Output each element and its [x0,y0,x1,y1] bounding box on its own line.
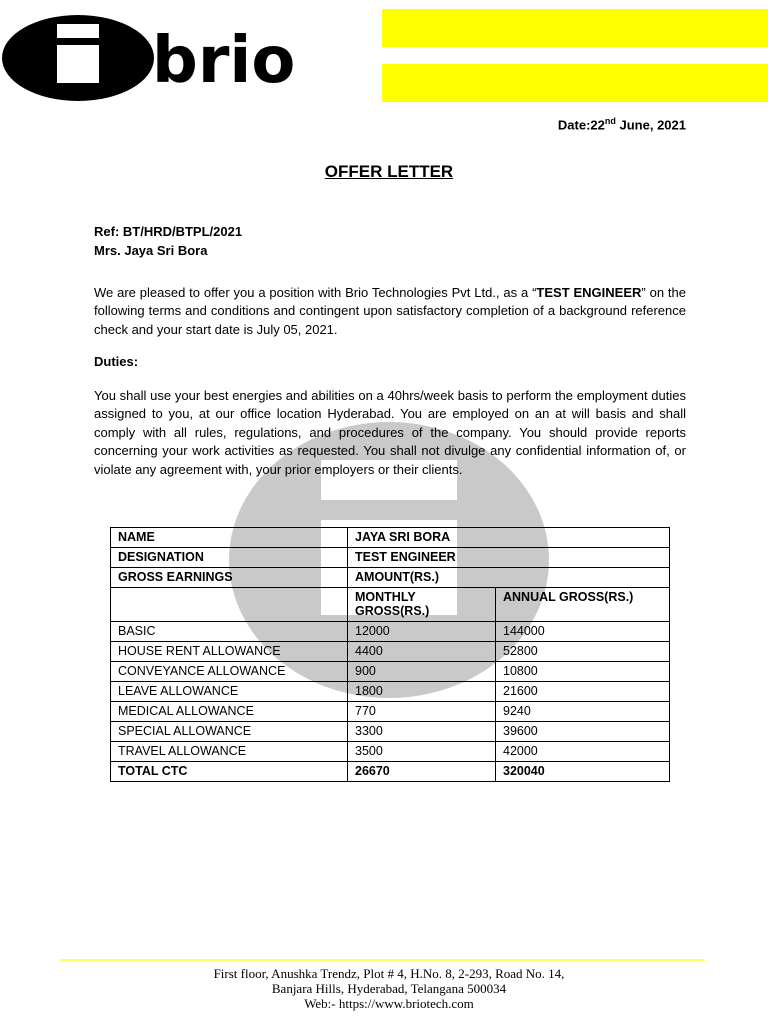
table-row [111,568,670,588]
annual-gross-header: ANNUAL GROSS(RS.) [496,588,670,622]
table-row [111,622,670,642]
component-label: HOUSE RENT ALLOWANCE [111,642,348,662]
table-row [111,588,670,622]
footer-web-link[interactable]: Web:- https://www.briotech.com [304,996,474,1011]
component-label: TRAVEL ALLOWANCE [111,742,348,762]
footer-divider [60,959,705,961]
table-row [111,682,670,702]
total-row [111,762,670,782]
table-row [111,662,670,682]
compensation-table [110,527,670,782]
table-row [111,702,670,722]
table-row [111,642,670,662]
footer-address [0,966,768,1011]
monthly-value: 3300 [348,722,496,742]
brio-logo [0,0,365,118]
table-row [111,548,670,568]
duties-heading: Duties: [94,354,139,369]
footer-line-1: First floor, Anushka Trendz, Plot # 4, H.No. 8, 2-293, Road No. 14, [213,966,565,981]
total-monthly-value: 26670 [348,762,496,782]
logo-wordmark: brio [152,24,296,98]
monthly-value: 12000 [348,622,496,642]
annual-value: 10800 [496,662,670,682]
annual-value: 52800 [496,642,670,662]
reference-block [94,222,242,260]
annual-value: 21600 [496,682,670,702]
name-value: JAYA SRI BORA [348,528,670,548]
gross-earnings-label: GROSS EARNINGS [111,568,348,588]
component-label: CONVEYANCE ALLOWANCE [111,662,348,682]
component-label: MEDICAL ALLOWANCE [111,702,348,722]
empty-cell [111,588,348,622]
component-label: BASIC [111,622,348,642]
reference-number: Ref: BT/HRD/BTPL/2021 [94,224,243,239]
component-label: LEAVE ALLOWANCE [111,682,348,702]
component-label: SPECIAL ALLOWANCE [111,722,348,742]
recipient-name: Mrs. Jaya Sri Bora [94,243,208,258]
amount-label: AMOUNT(RS.) [348,568,670,588]
table-row [111,742,670,762]
page-title: OFFER LETTER [324,162,454,181]
header-yellow-bar-top [382,9,768,47]
designation-value: TEST ENGINEER [348,548,670,568]
header-yellow-bar-bottom [382,64,768,102]
total-label: TOTAL CTC [111,762,348,782]
monthly-value: 1800 [348,682,496,702]
offer-paragraph: We are pleased to offer you a position with Brio Technologies Pvt Ltd., as a “TEST ENGINEER” on the following terms and conditions and contingent upon satisfactory completion of a background reference check and your start date is July 05, 2021. [94,285,686,337]
annual-value: 9240 [496,702,670,722]
designation-label: DESIGNATION [111,548,348,568]
table-row [111,528,670,548]
table-row [111,722,670,742]
annual-value: 144000 [496,622,670,642]
monthly-value: 3500 [348,742,496,762]
name-label: NAME [111,528,348,548]
duties-paragraph: You shall use your best energies and abilities on a 40hrs/week basis to perform the employment duties assigned to you, at our office location Hyderabad. You are employed on an at will basis and shall comply with all rules, regulations, and procedures of the company. You should provide reports concerning your work activities as requested. You shall not divulge any confidential information of, or violate any agreement with, your prior employers or their clients. [94,388,686,477]
footer-line-2: Banjara Hills, Hyderabad, Telangana 500034 [271,981,507,996]
monthly-value: 770 [348,702,496,722]
letter-date: Date:22nd June, 2021 [557,116,686,133]
annual-value: 39600 [496,722,670,742]
monthly-value: 900 [348,662,496,682]
annual-value: 42000 [496,742,670,762]
total-annual-value: 320040 [496,762,670,782]
monthly-gross-header: MONTHLY GROSS(RS.) [348,588,496,622]
monthly-value: 4400 [348,642,496,662]
